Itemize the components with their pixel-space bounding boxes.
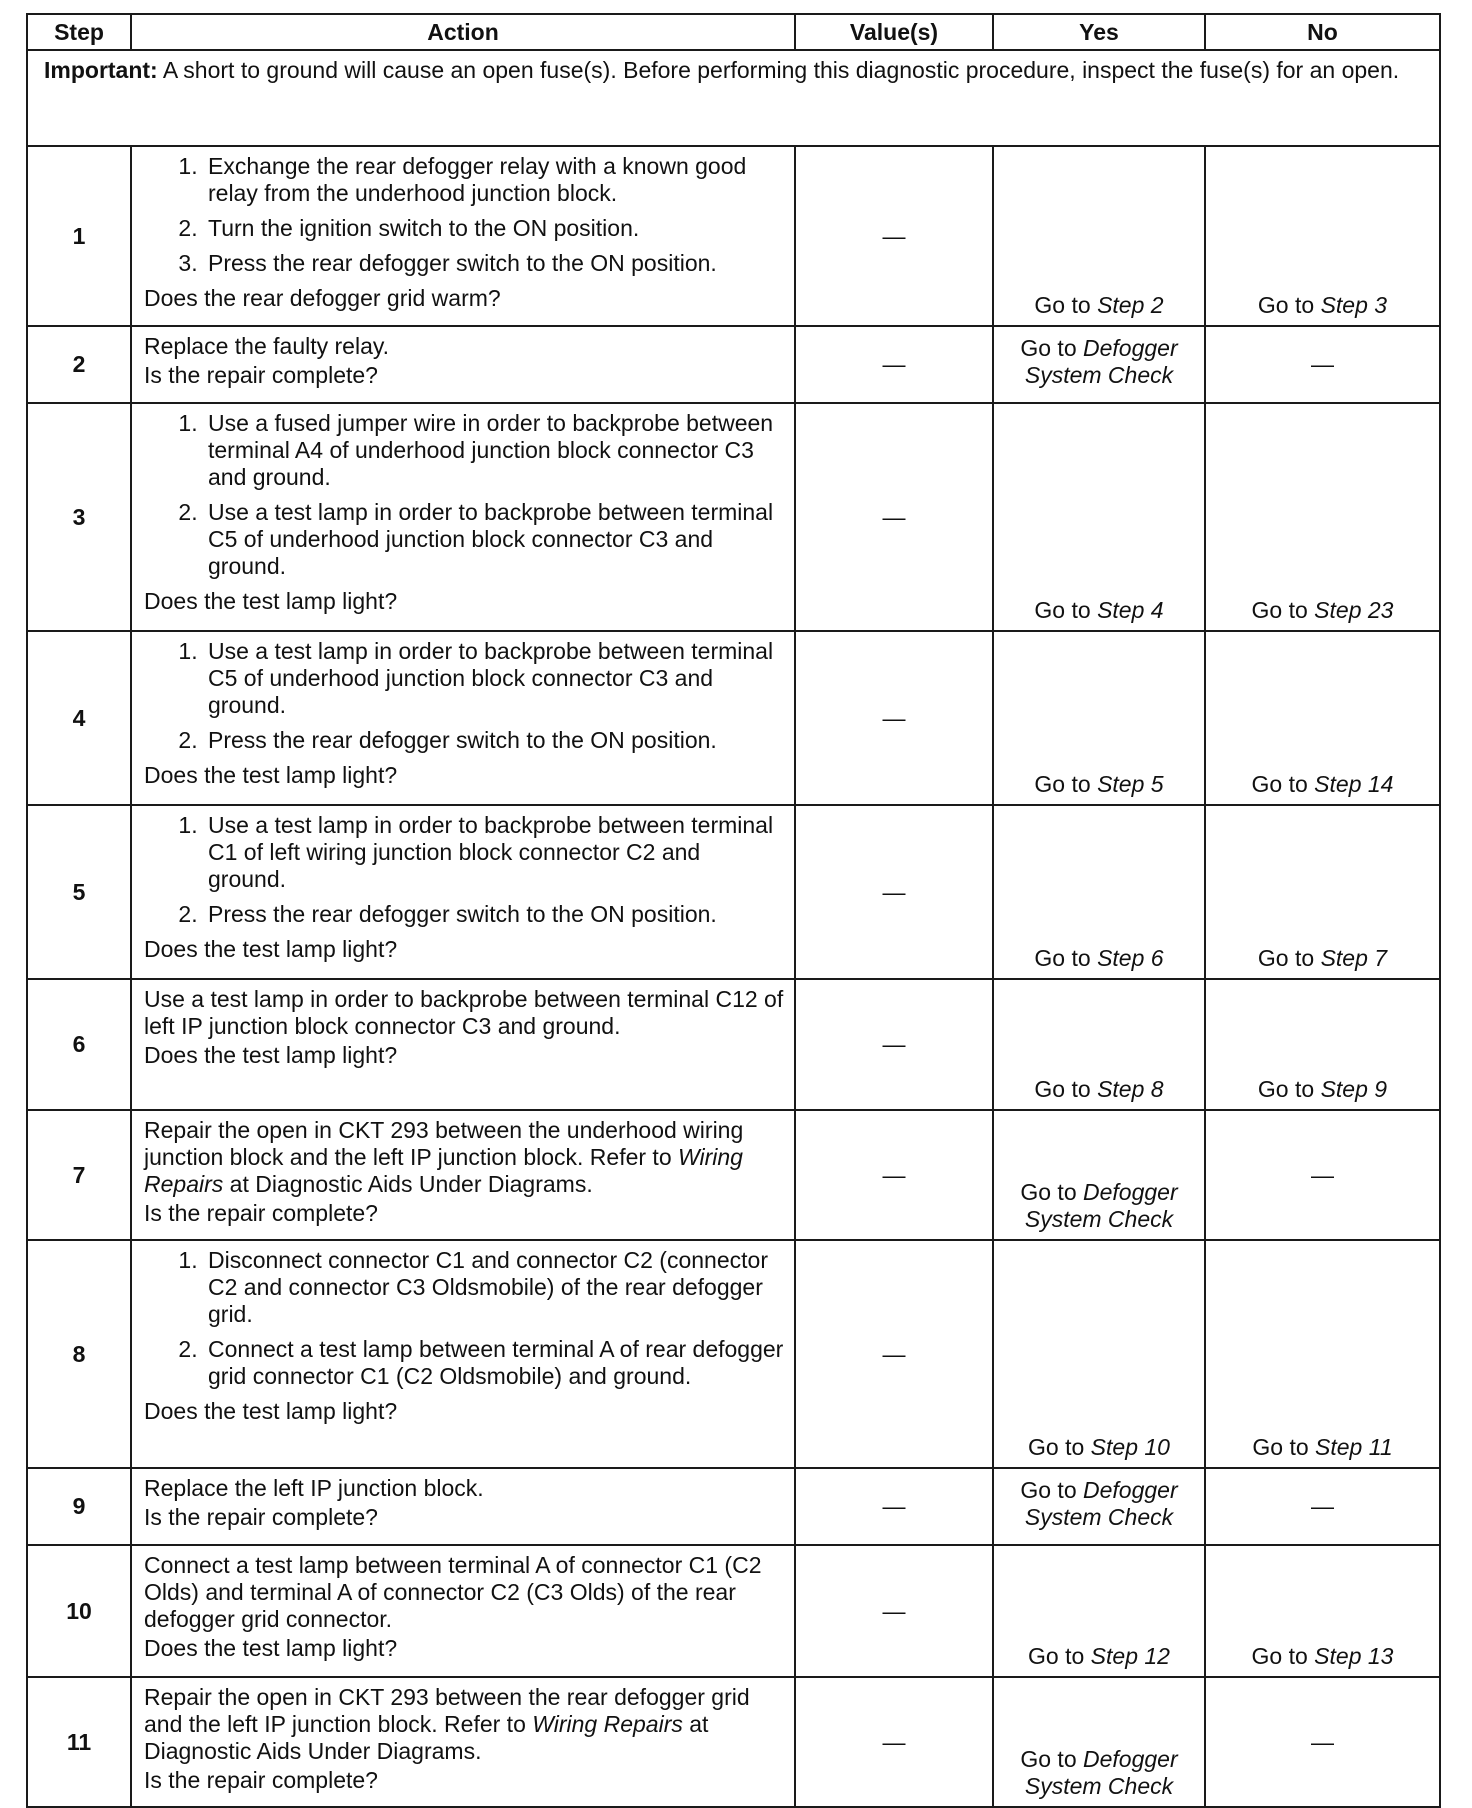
value-cell: — — [795, 1240, 993, 1468]
header-row — [27, 14, 1440, 50]
header-yes: Yes — [993, 14, 1205, 50]
no-cell — [1205, 146, 1440, 326]
action-item: 1. Use a test lamp in order to backprobe between terminal C1 of left wiring junction block connector C2 and ground. — [204, 812, 784, 893]
no-cell — [1205, 1240, 1440, 1468]
header-no: No — [1205, 14, 1440, 50]
yes-link[interactable]: Step 4 — [1097, 597, 1164, 623]
go-to-label: Go to — [1251, 771, 1315, 797]
action-question: Does the test lamp light? — [144, 1398, 398, 1424]
no-cell — [1205, 403, 1440, 631]
go-to-label: Go to — [1020, 1476, 1084, 1503]
yes-link[interactable]: Step 5 — [1097, 771, 1164, 797]
value-cell: — — [795, 1468, 993, 1545]
no-cell: — — [1205, 1110, 1440, 1240]
step-number: 10 — [27, 1545, 131, 1677]
value-cell: — — [795, 805, 993, 979]
action-question: Does the test lamp light? — [144, 1635, 398, 1661]
go-to-label: Go to — [1028, 1434, 1091, 1460]
no-link[interactable]: Step 14 — [1314, 771, 1394, 797]
no-cell — [1205, 805, 1440, 979]
action-item: 1. Use a test lamp in order to backprobe between terminal C5 of underhood junction block connector C3 and ground. — [204, 638, 784, 719]
action-text — [144, 1117, 784, 1198]
go-to-label: Go to — [1257, 292, 1321, 318]
table-row — [27, 979, 1440, 1110]
go-to-label: Go to — [1251, 1643, 1315, 1669]
go-to-label: Go to — [1034, 597, 1098, 623]
action-text-part: Repair the open in CKT 293 between the underhood wiring junction block and the left IP junction block. Refer to — [144, 1117, 744, 1170]
action-cell — [131, 1110, 795, 1240]
yes-link[interactable]: Step 8 — [1097, 1076, 1164, 1102]
action-question: Does the test lamp light? — [144, 936, 398, 962]
yes-link[interactable]: Step 6 — [1097, 945, 1164, 971]
no-cell — [1205, 631, 1440, 805]
action-cell — [131, 326, 795, 403]
step-number: 4 — [27, 631, 131, 805]
action-question: Is the repair complete? — [144, 1200, 378, 1226]
value-cell: — — [795, 1110, 993, 1240]
step-number: 2 — [27, 326, 131, 403]
action-item: 1. Exchange the rear defogger relay with a known good relay from the underhood junction block. — [204, 153, 784, 207]
go-to-label: Go to — [1257, 1076, 1321, 1102]
yes-link[interactable]: Defogger System Check — [1024, 1179, 1178, 1232]
action-question: Does the test lamp light? — [144, 762, 398, 788]
value-cell: — — [795, 631, 993, 805]
table-row — [27, 1677, 1440, 1807]
go-to-label: Go to — [1252, 1434, 1316, 1460]
table-row — [27, 1240, 1440, 1468]
value-cell: — — [795, 1677, 993, 1807]
value-cell: — — [795, 979, 993, 1110]
yes-link[interactable]: Step 10 — [1090, 1434, 1170, 1460]
diagnostic-table-page — [26, 13, 1439, 1808]
go-to-label: Go to — [1020, 1746, 1084, 1772]
yes-cell — [993, 1677, 1205, 1807]
action-item: 2. Press the rear defogger switch to the ON position. — [204, 901, 784, 928]
go-to-label: Go to — [1028, 1643, 1091, 1669]
no-cell — [1205, 979, 1440, 1110]
action-question: Does the rear defogger grid warm? — [144, 285, 501, 311]
yes-cell — [993, 403, 1205, 631]
step-number: 6 — [27, 979, 131, 1110]
yes-cell — [993, 1110, 1205, 1240]
value-cell: — — [795, 403, 993, 631]
action-text: Connect a test lamp between terminal A of connector C1 (C2 Olds) and terminal A of connector C2 (C3 Olds) of the rear defogger grid connector. — [144, 1552, 762, 1632]
action-item: 2. Turn the ignition switch to the ON position. — [204, 215, 784, 242]
action-item: 2. Use a test lamp in order to backprobe between terminal C5 of underhood junction block connector C3 and ground. — [204, 499, 784, 580]
no-cell: — — [1205, 1468, 1440, 1545]
value-cell: — — [795, 1545, 993, 1677]
table-row — [27, 1468, 1440, 1545]
header-step: Step — [27, 14, 131, 50]
yes-cell — [993, 1545, 1205, 1677]
go-to-label: Go to — [1251, 597, 1315, 623]
step-number: 11 — [27, 1677, 131, 1807]
action-list — [144, 812, 784, 928]
yes-cell — [993, 805, 1205, 979]
action-cell — [131, 403, 795, 631]
yes-cell — [993, 326, 1205, 403]
table-row — [27, 1545, 1440, 1677]
yes-link[interactable]: Defogger System Check — [1024, 1476, 1178, 1530]
header-action: Action — [131, 14, 795, 50]
yes-cell — [993, 1240, 1205, 1468]
action-cell — [131, 1240, 795, 1468]
table-row — [27, 146, 1440, 326]
action-text-part: at Diagnostic Aids Under Diagrams. — [144, 1711, 709, 1764]
no-cell — [1205, 1545, 1440, 1677]
go-to-label: Go to — [1034, 771, 1098, 797]
action-cell — [131, 631, 795, 805]
table-row — [27, 403, 1440, 631]
no-link[interactable]: Step 9 — [1320, 1076, 1388, 1102]
important-note — [27, 50, 1440, 146]
yes-cell — [993, 979, 1205, 1110]
no-cell: — — [1205, 1677, 1440, 1807]
action-cell — [131, 805, 795, 979]
wiring-repairs-ref[interactable]: Wiring Repairs — [532, 1711, 683, 1737]
table-row — [27, 805, 1440, 979]
action-list — [144, 638, 784, 754]
action-text: Replace the faulty relay. — [144, 333, 390, 359]
table-row — [27, 326, 1440, 403]
action-item: 2. Connect a test lamp between terminal A of rear defogger grid connector C1 (C2 Oldsmobile) and ground. — [204, 1336, 784, 1390]
value-cell: — — [795, 326, 993, 403]
action-cell — [131, 1545, 795, 1677]
action-text-part: at Diagnostic Aids Under Diagrams. — [223, 1171, 593, 1197]
go-to-label: Go to — [1034, 945, 1098, 971]
action-cell — [131, 1677, 795, 1807]
action-cell — [131, 1468, 795, 1545]
go-to-label: Go to — [1034, 292, 1098, 318]
yes-cell — [993, 1468, 1205, 1545]
table-row — [27, 631, 1440, 805]
go-to-label: Go to — [1020, 334, 1084, 361]
step-number: 8 — [27, 1240, 131, 1468]
yes-cell — [993, 146, 1205, 326]
header-values: Value(s) — [795, 14, 993, 50]
action-item: 3. Press the rear defogger switch to the ON position. — [204, 250, 784, 277]
go-to-label: Go to — [1034, 1076, 1098, 1102]
step-number: 7 — [27, 1110, 131, 1240]
yes-cell — [993, 631, 1205, 805]
no-link[interactable]: Step 23 — [1314, 597, 1394, 623]
action-item: 1. Disconnect connector C1 and connector C2 (connector C2 and connector C3 Oldsmobile) of the rear defogger grid. — [204, 1247, 784, 1328]
diagnostic-table — [26, 13, 1441, 1808]
no-link[interactable]: Step 13 — [1314, 1643, 1394, 1669]
table-row — [27, 1110, 1440, 1240]
action-list — [144, 410, 784, 580]
action-question: Does the test lamp light? — [144, 1042, 398, 1068]
value-cell: — — [795, 146, 993, 326]
action-cell — [131, 979, 795, 1110]
go-to-label: Go to — [1020, 1179, 1084, 1205]
action-text: Replace the left IP junction block. — [144, 1475, 484, 1501]
action-text: Use a test lamp in order to backprobe between terminal C12 of left IP junction block connector C3 and ground. — [144, 986, 784, 1039]
action-question: Is the repair complete? — [144, 362, 378, 388]
action-question: Is the repair complete? — [144, 1504, 378, 1530]
no-cell: — — [1205, 326, 1440, 403]
no-link[interactable]: Step 3 — [1320, 292, 1388, 318]
action-item: 1. Use a fused jumper wire in order to backprobe between terminal A4 of underhood junction block connector C3 and ground. — [204, 410, 784, 491]
no-link[interactable]: Step 7 — [1320, 945, 1388, 971]
yes-link[interactable]: Step 2 — [1097, 292, 1164, 318]
yes-link[interactable]: Defogger System Check — [1024, 1746, 1178, 1799]
important-label: Important: — [44, 57, 158, 83]
action-cell — [131, 146, 795, 326]
yes-link[interactable]: Defogger System Check — [1024, 334, 1178, 388]
action-question: Does the test lamp light? — [144, 588, 398, 614]
action-item: 2. Press the rear defogger switch to the ON position. — [204, 727, 784, 754]
action-list — [144, 153, 784, 277]
no-link[interactable]: Step 11 — [1315, 1434, 1393, 1460]
action-question: Is the repair complete? — [144, 1767, 378, 1793]
action-list — [144, 1247, 784, 1390]
wiring-repairs-ref[interactable]: Wiring Repairs — [144, 1144, 743, 1197]
go-to-label: Go to — [1257, 945, 1321, 971]
step-number: 9 — [27, 1468, 131, 1545]
important-text: A short to ground will cause an open fuse(s). Before performing this diagnostic procedure, inspect the fuse(s) for an open. — [157, 57, 1400, 83]
action-text-part: Repair the open in CKT 293 between the rear defogger grid and the left IP junction block. Refer to — [144, 1684, 750, 1737]
step-number: 5 — [27, 805, 131, 979]
important-row — [27, 50, 1440, 146]
action-text — [144, 1684, 784, 1765]
step-number: 1 — [27, 146, 131, 326]
yes-link[interactable]: Step 12 — [1090, 1643, 1170, 1669]
step-number: 3 — [27, 403, 131, 631]
